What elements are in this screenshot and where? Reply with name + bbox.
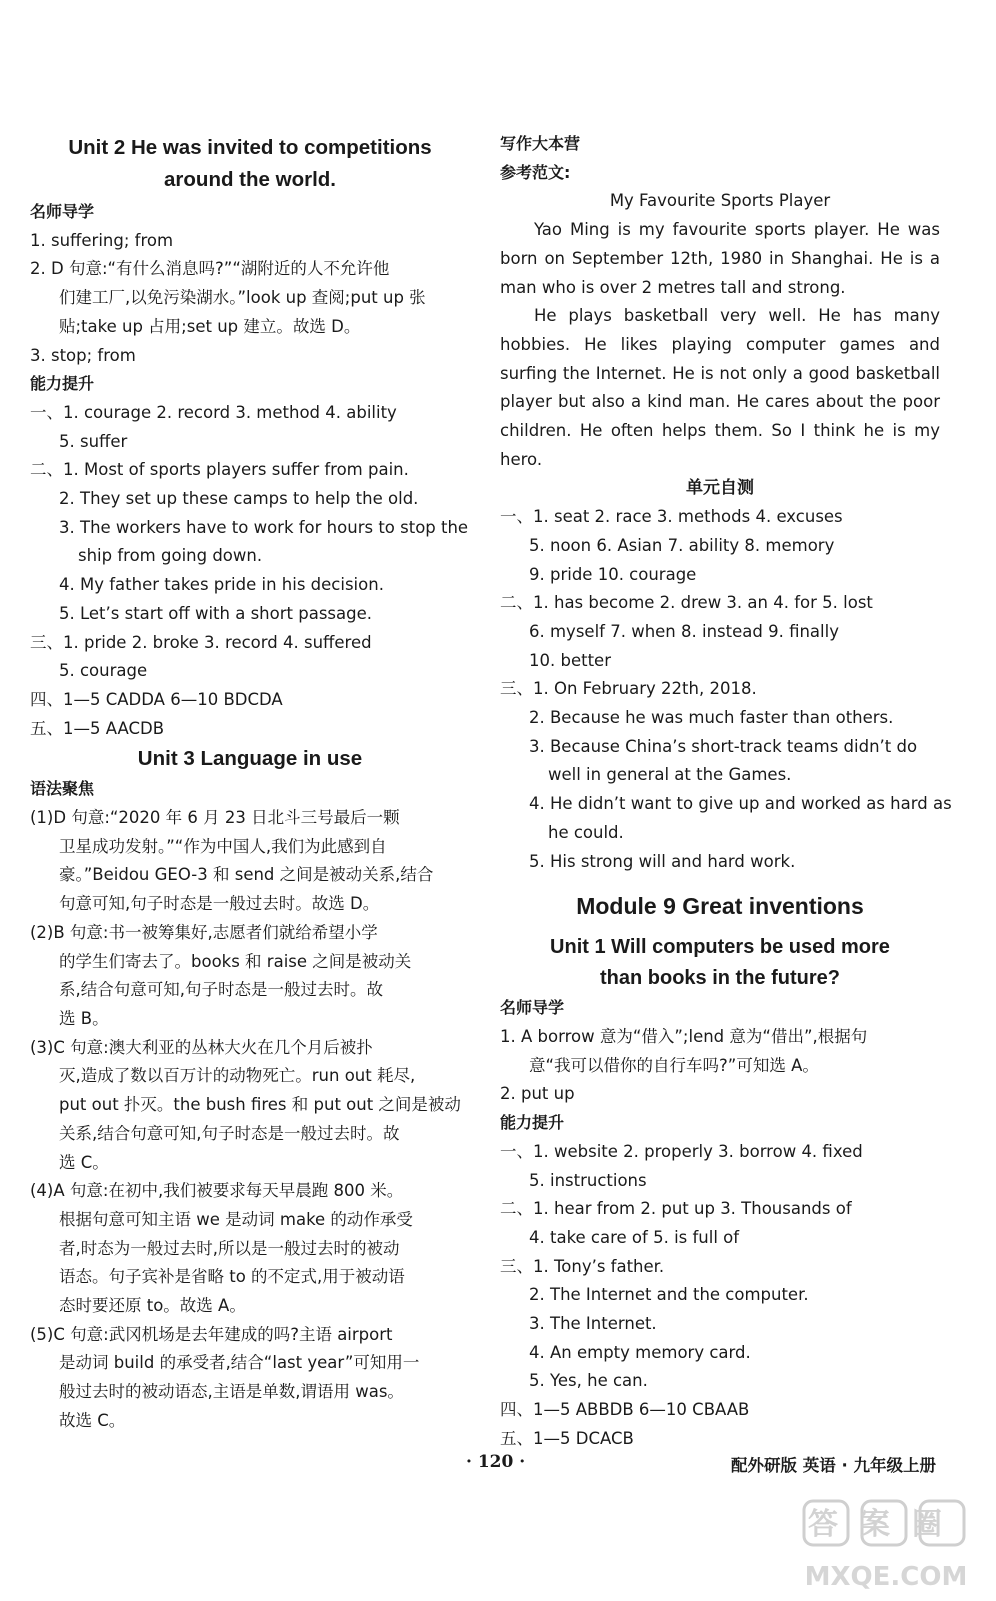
answer-line: 5. suffer	[59, 431, 128, 451]
section-nengli-2: 能力提升	[500, 1113, 565, 1133]
answer-line: 5. His strong will and hard work.	[529, 851, 796, 871]
page-footer	[0, 1452, 996, 1492]
answer-line: 3. The Internet.	[529, 1314, 657, 1334]
answer-line: 四、1—5 ABBDB 6—10 CBAAB	[500, 1400, 750, 1420]
answer-line: 五、1—5 DCACB	[500, 1428, 634, 1448]
section-nengli: 能力提升	[30, 374, 95, 394]
section-yufa: 语法聚焦	[30, 779, 95, 799]
answer-line: 三、1. Tony’s father.	[500, 1256, 665, 1276]
answer-line: well in general at the Games.	[548, 765, 792, 785]
answer-line: 关系,结合句意可知,句子时态是一般过去时。故	[59, 1123, 400, 1143]
section-cankao: 参考范文:	[500, 162, 571, 182]
answer-line: (4)A 句意:在初中,我们被要求每天早晨跑 800 米。	[30, 1181, 404, 1201]
answer-line: 2. They set up these camps to help the old.	[59, 489, 419, 509]
answer-line: 5. instructions	[529, 1170, 647, 1190]
essay-title: My Favourite Sports Player	[609, 191, 831, 211]
answer-line: 5. Let’s start off with a short passage.	[59, 603, 372, 623]
section-mingshi: 名师导学	[30, 202, 95, 221]
right-column	[500, 130, 952, 1454]
answer-line: 4. My father takes pride in his decision.	[59, 575, 384, 595]
essay-paragraph: He plays basketball very well. He has many hobbies. He likes playing computer games and surfing the Internet. He is not only a good basketball player but also a kind man. He cares about the poor children. He often helps them. So I think he is my hero.	[500, 306, 940, 469]
answer-line: 贴;take up 占用;set up 建立。故选 D。	[59, 316, 361, 336]
answer-line: 的学生们寄去了。books 和 raise 之间是被动关	[59, 951, 412, 971]
watermark-bottom-text: MXQE.COM	[804, 1562, 968, 1592]
answer-line: 根据句意可知主语 we 是动词 make 的动作承受	[59, 1209, 413, 1229]
essay-paragraph: Yao Ming is my favourite sports player. He was born on September 12th, 1980 in Shanghai. He is a man who is over 2 metres tall and strong.	[500, 220, 940, 297]
answer-line: 故选 C。	[59, 1410, 126, 1430]
answer-line: (1)D 句意:“2020 年 6 月 23 日北斗三号最后一颗	[30, 808, 400, 828]
answer-line: 二、1. Most of sports players suffer from pain.	[30, 460, 409, 480]
answer-line: 四、1—5 CADDA 6—10 BDCDA	[30, 689, 283, 709]
answer-line: 10. better	[529, 650, 611, 670]
answer-line: 二、1. hear from 2. put up 3. Thousands of	[500, 1199, 852, 1219]
answer-line: 是动词 build 的承受者,结合“last year”可知用一	[59, 1353, 420, 1373]
answer-line: 1. A borrow 意为“借入”;lend 意为“借出”,根据句	[500, 1026, 868, 1046]
answer-line: 4. An empty memory card.	[529, 1342, 751, 1362]
answer-line: 意“我可以借你的自行车吗?”可知选 A。	[529, 1055, 819, 1075]
answer-line: 豪。”Beidou GEO-3 和 send 之间是被动关系,结合	[59, 865, 434, 885]
answer-line: 一、1. website 2. properly 3. borrow 4. fixed	[500, 1141, 863, 1161]
answer-line: (2)B 句意:书一被筹集好,志愿者们就给希望小学	[30, 922, 378, 942]
answer-line: 3. Because China’s short-track teams didn’t do	[529, 736, 918, 756]
answer-line: 1. suffering; from	[30, 230, 174, 250]
answer-line: 2. D 句意:“有什么消息吗?”“湖附近的人不允许他	[30, 259, 390, 279]
section-mingshi-2: 名师导学	[500, 998, 565, 1018]
unit2-title-line2: around the world.	[164, 168, 336, 191]
answer-line: 2. put up	[500, 1084, 575, 1104]
unit2-title-line1: Unit 2 He was invited to competitions	[68, 136, 432, 159]
watermark-logo	[800, 1497, 975, 1597]
answer-line: 们建工厂,以免污染湖水。”look up 查阅;put up 张	[59, 288, 426, 308]
answer-line: 句意可知,句子时态是一般过去时。故选 D。	[59, 894, 380, 914]
answer-line: 二、1. has become 2. drew 3. an 4. for 5. lost	[500, 593, 873, 613]
answer-line: 卫星成功发射。”“作为中国人,我们为此感到自	[59, 836, 387, 856]
answer-line: 5. courage	[59, 661, 148, 681]
answer-line: 3. The workers have to work for hours to stop the	[59, 517, 469, 537]
answer-line: 般过去时的被动语态,主语是单数,谓语用 was。	[59, 1382, 404, 1402]
answer-line: 三、1. On February 22th, 2018.	[500, 679, 757, 699]
answer-line: he could.	[548, 822, 624, 842]
answer-line: 4. He didn’t want to give up and worked as hard as	[529, 794, 952, 814]
section-xiezuo: 写作大本营	[500, 134, 581, 153]
answer-line: (5)C 句意:武冈机场是去年建成的吗?主语 airport	[30, 1324, 393, 1344]
watermark-graphic	[800, 1497, 975, 1597]
answer-line: 2. Because he was much faster than others.	[529, 708, 894, 728]
answer-line: ship from going down.	[78, 546, 263, 566]
answer-line: put out 扑灭。the bush fires 和 put out 之间是被动	[59, 1095, 461, 1115]
answer-line: 选 C。	[59, 1152, 109, 1172]
module9-unit1-title-line2: than books in the future?	[600, 967, 840, 990]
answer-line: 五、1—5 AACDB	[30, 718, 165, 738]
answer-line: 者,时态为一般过去时,所以是一般过去时的被动	[59, 1238, 400, 1258]
answer-line: 灭,造成了数以百万计的动物死亡。run out 耗尽,	[59, 1066, 416, 1086]
answer-line: 9. pride 10. courage	[529, 564, 697, 584]
answer-line: 2. The Internet and the computer.	[529, 1285, 809, 1305]
answer-line: (3)C 句意:澳大利亚的丛林大火在几个月后被扑	[30, 1037, 373, 1057]
answer-line: 3. stop; from	[30, 345, 136, 365]
answer-line: 一、1. seat 2. race 3. methods 4. excuses	[500, 507, 843, 527]
watermark-top-text: 答案圈	[808, 1507, 964, 1542]
answer-line: 4. take care of 5. is full of	[529, 1227, 740, 1247]
answer-line: 三、1. pride 2. broke 3. record 4. suffered	[30, 632, 372, 652]
answer-line: 5. Yes, he can.	[529, 1371, 648, 1391]
answer-line: 5. noon 6. Asian 7. ability 8. memory	[529, 535, 835, 555]
left-column	[30, 130, 470, 1436]
answer-line: 选 B。	[59, 1008, 109, 1028]
answer-line: 6. myself 7. when 8. instead 9. finally	[529, 621, 839, 641]
page-number: · 120 ·	[466, 1452, 526, 1472]
book-title: 配外研版 英语 · 九年级上册	[730, 1456, 936, 1475]
answer-line: 一、1. courage 2. record 3. method 4. ability	[30, 402, 397, 422]
answer-line: 系,结合句意可知,句子时态是一般过去时。故	[59, 980, 383, 1000]
module-title: Module 9 Great inventions	[576, 893, 864, 920]
section-danyuan: 单元自测	[686, 478, 754, 499]
unit3-title: Unit 3 Language in use	[137, 747, 363, 771]
module9-unit1-title-line1: Unit 1 Will computers be used more	[550, 936, 890, 959]
answer-line: 态时要还原 to。故选 A。	[59, 1296, 246, 1316]
answer-line: 语态。句子宾补是省略 to 的不定式,用于被动语	[59, 1267, 405, 1287]
